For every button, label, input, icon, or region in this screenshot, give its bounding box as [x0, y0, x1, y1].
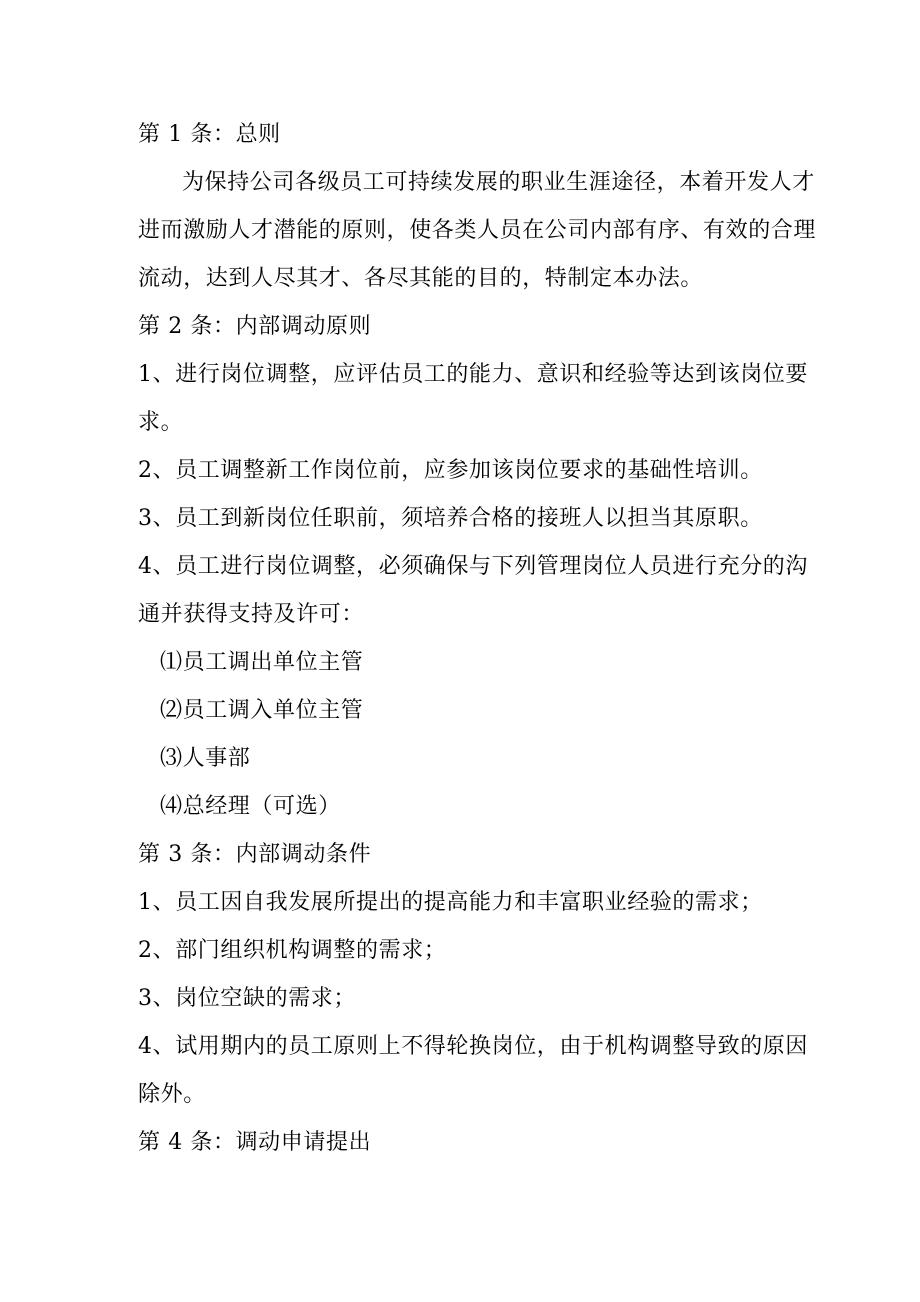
section-4-heading: 第 4 条：调动申请提出 [138, 1130, 372, 1155]
list-item-continuation: 除外。 [138, 1082, 206, 1107]
list-item: 1、员工因自我发展所提出的提高能力和丰富职业经验的需求； [138, 890, 763, 915]
list-item-continuation: 求。 [138, 410, 184, 435]
list-item: 2、员工调整新工作岗位前，应参加该岗位要求的基础性培训。 [138, 458, 763, 483]
sub-list-item: ⑵员工调入单位主管 [160, 698, 364, 723]
list-item: 4、试用期内的员工原则上不得轮换岗位，由于机构调整导致的原因 [138, 1034, 808, 1059]
section-1-heading: 第 1 条：总则 [138, 122, 281, 147]
sub-list-item: ⑶人事部 [160, 746, 251, 771]
sub-list-item: ⑷总经理（可选） [160, 794, 341, 819]
paragraph-line: 进而激励人才潜能的原则，使各类人员在公司内部有序、有效的合理 [138, 218, 817, 243]
list-item: 1、进行岗位调整，应评估员工的能力、意识和经验等达到该岗位要 [138, 362, 808, 387]
list-item: 2、部门组织机构调整的需求； [138, 938, 447, 963]
list-item: 3、员工到新岗位任职前，须培养合格的接班人以担当其原职。 [138, 506, 763, 531]
section-3-heading: 第 3 条：内部调动条件 [138, 842, 372, 867]
sub-list-item: ⑴员工调出单位主管 [160, 650, 364, 675]
paragraph-line: 流动，达到人尽其才、各尽其能的目的，特制定本办法。 [138, 266, 704, 291]
list-item: 4、员工进行岗位调整，必须确保与下列管理岗位人员进行充分的沟 [138, 554, 808, 579]
list-item-continuation: 通并获得支持及许可： [138, 602, 365, 627]
list-item: 3、岗位空缺的需求； [138, 986, 356, 1011]
paragraph-line: 为保持公司各级员工可持续发展的职业生涯途径，本着开发人才 [182, 170, 815, 195]
section-2-heading: 第 2 条：内部调动原则 [138, 314, 372, 339]
